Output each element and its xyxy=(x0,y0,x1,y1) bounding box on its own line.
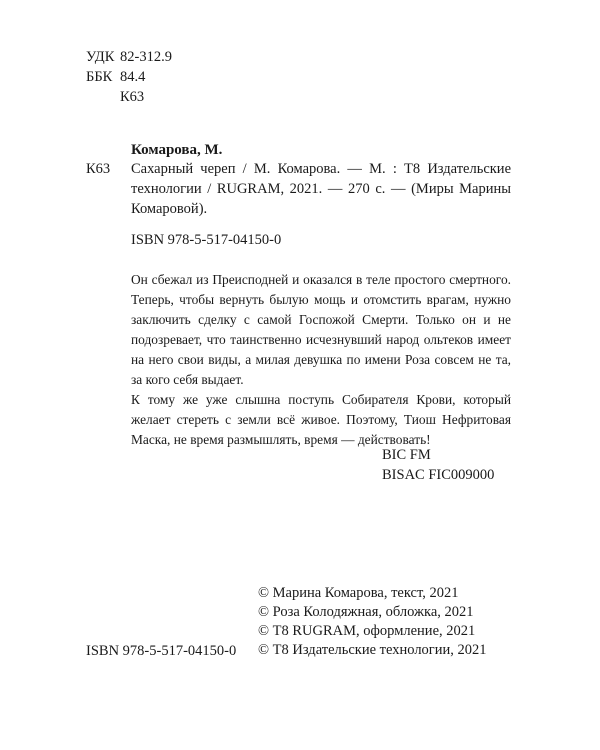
isbn-top: ISBN 978-5-517-04150-0 xyxy=(131,232,282,248)
author-heading: Комарова, М. xyxy=(131,142,223,158)
bbk-label: ББК xyxy=(86,69,113,85)
copyright-line: © Роза Колодяжная, обложка, 2021 xyxy=(258,604,474,620)
copyright-block xyxy=(258,584,487,660)
udk-value: 82-312.9 xyxy=(120,49,172,65)
copyright-line: © Т8 RUGRAM, оформление, 2021 xyxy=(258,623,476,639)
annotation-paragraph: Он сбежал из Преисподней и оказался в теле простого смертного. Теперь, чтобы вернуть былую мощь и отомстить врагам, нужно заключить сделку с самой Госпожой Смерти. Только он и не подозревает, что таинственно исчезнувший народ ольтеков имеет на него свои виды, а милая девушка по имени Роза совсем не та, за кого себя выдает. xyxy=(131,272,511,387)
udk-row xyxy=(86,47,172,67)
bbk-row xyxy=(86,67,172,87)
author-mark-row xyxy=(86,87,172,107)
bic-code: BIC FM xyxy=(382,447,431,463)
bibliographic-description: Сахарный череп / М. Комарова. — М. : Т8 Издательские технологии / RUGRAM, 2021. — 270 с. — (Миры Марины Комаровой). xyxy=(131,161,511,217)
copyright-line: © Т8 Издательские технологии, 2021 xyxy=(258,642,487,658)
annotation-paragraph: К тому же уже слышна поступь Собирателя Крови, который желает стереть с земли всё живое. Поэтому, Тиош Нефритовая Маска, не время размышлять, время — действовать! xyxy=(131,392,511,447)
udk-label: УДК xyxy=(86,49,115,65)
bisac-code: BISAC FIC009000 xyxy=(382,467,495,483)
bibliographic-author-mark: К63 xyxy=(86,161,111,177)
subject-codes xyxy=(382,445,494,485)
isbn-bottom: ISBN 978-5-517-04150-0 xyxy=(86,643,237,659)
bbk-value: 84.4 xyxy=(120,69,146,85)
author-mark-value: К63 xyxy=(120,89,145,105)
annotation xyxy=(131,270,511,450)
copyright-line: © Марина Комарова, текст, 2021 xyxy=(258,585,459,601)
classification-block xyxy=(86,47,172,107)
